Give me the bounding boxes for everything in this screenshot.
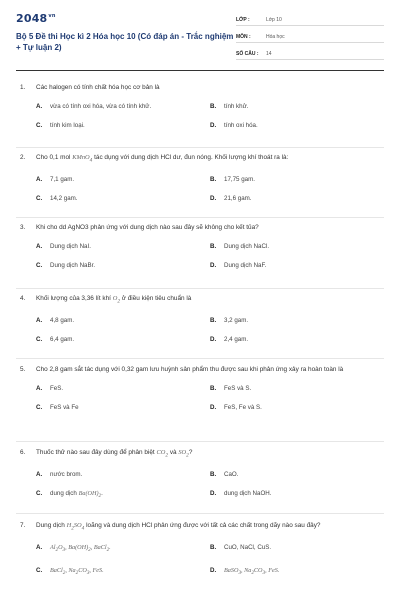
formula-co2: $CO_2$ <box>156 449 169 459</box>
option-text: 6,4 gam. <box>50 336 75 344</box>
question-text-part: tác dụng với dung dịch HCl dư, đun nóng. Khối lượng khí thoát ra là: <box>94 154 289 161</box>
option-b[interactable] <box>210 470 384 479</box>
logo-suffix: vn <box>48 13 56 20</box>
option-formula: BaCl$_2$, $Na_2CO_3$, FeS. <box>50 566 104 576</box>
option-text: FeS và Fe <box>50 404 79 411</box>
option-text: tính khử. <box>224 103 249 110</box>
meta-count-row <box>236 48 384 60</box>
option-letter: D. <box>210 195 217 203</box>
option-d[interactable] <box>210 335 384 344</box>
meta-subject-label: MÔN : <box>236 33 251 40</box>
option-a[interactable] <box>36 175 210 184</box>
question-text-part: Cho 0,1 mol <box>36 154 71 161</box>
question-text: Cho 2,8 gam sắt tác dụng với 0,32 gam lưu huỳnh sản phẩm thu được sau khi phản ứng xảy ra hoàn toàn là <box>36 366 344 373</box>
question-text-part: ở điều kiện tiêu chuẩn là <box>121 295 192 302</box>
option-text: tính kim loại. <box>50 122 85 129</box>
option-text: nước brom. <box>50 471 83 479</box>
option-text: dung dịch NaOH. <box>224 490 272 498</box>
formula-o2: $O_2$ <box>112 295 120 305</box>
question-separator <box>16 147 384 148</box>
option-text: 21,6 gam. <box>224 195 252 203</box>
header-divider <box>16 70 384 71</box>
option-letter: B. <box>210 176 217 184</box>
option-text: 7,1 gam. <box>50 176 75 184</box>
option-letter: A. <box>36 103 43 110</box>
option-letter: C. <box>36 490 43 498</box>
question-text <box>36 152 384 166</box>
question-5 <box>16 364 384 412</box>
option-letter: C. <box>36 262 43 269</box>
option-letter: C. <box>36 195 43 203</box>
option-c[interactable] <box>36 261 210 270</box>
question-text-part: Khối lượng của 3,36 lít khí <box>36 295 111 302</box>
question-6 <box>16 447 384 502</box>
option-letter: D. <box>210 566 217 574</box>
exam-title: Bộ 5 Đề thi Học kì 2 Hóa học 10 (Có đáp án - Trắc nghiệm + Tự luận 2) <box>16 32 234 52</box>
option-c[interactable] <box>36 403 210 412</box>
formula-kmno4: KMnO$_4$ <box>72 154 93 164</box>
option-a[interactable] <box>36 316 210 325</box>
question-separator <box>16 513 384 514</box>
option-letter: C. <box>36 122 43 129</box>
option-letter: A. <box>36 544 43 552</box>
question-text-part: và <box>169 449 177 456</box>
option-d[interactable] <box>210 261 384 270</box>
exam-header <box>16 12 384 65</box>
option-b[interactable] <box>210 384 384 393</box>
option-a[interactable] <box>36 242 210 251</box>
question-text-part: ? <box>188 449 193 456</box>
formula-so2: $SO_2$ <box>178 449 189 459</box>
option-letter: B. <box>210 317 217 325</box>
option-c[interactable] <box>36 489 210 501</box>
option-a[interactable] <box>36 384 210 393</box>
meta-class-label: LỚP : <box>236 16 250 23</box>
header-left <box>16 12 236 65</box>
option-a[interactable] <box>36 543 210 555</box>
question-separator <box>16 288 384 289</box>
option-text: FeS. <box>50 385 64 392</box>
question-4 <box>16 293 384 344</box>
question-7 <box>16 520 384 578</box>
logo-text: 2048 <box>16 12 48 25</box>
question-number: 2. <box>20 154 26 161</box>
option-letter: C. <box>36 336 43 344</box>
option-text: Dung dịch NaCl. <box>224 243 270 250</box>
question-3 <box>16 222 384 270</box>
option-letter: C. <box>36 566 43 574</box>
option-text: tính oxi hóa. <box>224 122 258 129</box>
option-c[interactable] <box>36 335 210 344</box>
option-letter: B. <box>210 471 217 479</box>
option-letter: B. <box>210 385 217 392</box>
option-d[interactable] <box>210 194 384 203</box>
option-letter: B. <box>210 243 217 250</box>
meta-class-row <box>236 14 384 26</box>
question-number: 5. <box>20 366 26 373</box>
option-c[interactable] <box>36 566 210 578</box>
question-number: 3. <box>20 224 26 231</box>
formula-h2so4: $H_2SO_4$ <box>66 522 85 532</box>
option-letter: B. <box>210 544 217 552</box>
option-letter: B. <box>210 103 217 110</box>
meta-count-value: 14 <box>266 50 272 57</box>
option-a[interactable] <box>36 102 210 111</box>
question-text-part: loãng và dung dịch HCl phản ứng được với tất cả các chất trong dãy nào sau đây? <box>86 522 321 529</box>
option-text <box>50 489 210 501</box>
question-number: 7. <box>20 522 26 529</box>
question-text: Khi cho dd AgNO3 phản ứng với dung dịch nào sau đây sẽ không cho kết tủa? <box>36 224 259 231</box>
option-letter: D. <box>210 122 217 129</box>
question-separator <box>16 358 384 359</box>
option-text: 14,2 gam. <box>50 195 78 203</box>
option-formula: BaSO$_3$, $Na_2CO_3$, FeS. <box>224 566 280 576</box>
question-text <box>36 520 384 534</box>
meta-class-value: Lớp 10 <box>266 16 282 23</box>
option-text: 2,4 gam. <box>224 336 249 344</box>
option-c[interactable] <box>36 194 210 203</box>
option-b[interactable] <box>210 102 384 111</box>
option-d[interactable] <box>210 489 384 501</box>
option-text: FeS, Fe và S. <box>224 404 262 411</box>
question-text <box>36 293 384 307</box>
option-a[interactable] <box>36 470 210 479</box>
meta-subject-row <box>236 31 384 43</box>
question-number: 6. <box>20 449 26 456</box>
option-text: Dung dịch NaI. <box>50 243 91 250</box>
option-text: CaO. <box>224 471 239 479</box>
option-letter: C. <box>36 404 43 411</box>
option-letter: D. <box>210 336 217 344</box>
option-text: 17,75 gam. <box>224 176 255 184</box>
question-separator <box>16 441 384 442</box>
option-text: vừa có tính oxi hóa, vừa có tính khử. <box>50 103 152 110</box>
option-text: Dung dịch NaF. <box>224 262 267 269</box>
question-1 <box>16 82 384 130</box>
option-c[interactable] <box>36 121 210 130</box>
option-text-part: . <box>101 490 103 498</box>
option-text: Dung dịch NaBr. <box>50 262 96 269</box>
option-text: CuO, NaCl, CuS. <box>224 544 272 552</box>
question-2 <box>16 152 384 203</box>
option-letter: A. <box>36 471 43 479</box>
question-text: Các halogen có tính chất hóa học cơ bản là <box>36 84 160 91</box>
option-text: 3,2 gam. <box>224 317 249 325</box>
exam-meta <box>236 14 384 65</box>
option-letter: D. <box>210 262 217 269</box>
question-number: 4. <box>20 295 26 302</box>
option-b[interactable] <box>210 543 384 555</box>
option-text: 4,8 gam. <box>50 317 75 325</box>
option-formula: $Al_2O_3$, $Ba(OH)_2$, BaCl$_2$. <box>50 544 111 554</box>
option-d[interactable] <box>210 403 384 412</box>
option-letter: A. <box>36 243 43 250</box>
option-letter: A. <box>36 385 43 392</box>
option-b[interactable] <box>210 175 384 184</box>
meta-count-label: SỐ CÂU : <box>236 50 259 57</box>
question-number: 1. <box>20 84 26 91</box>
meta-subject-value: Hóa học <box>266 33 285 40</box>
option-text-part: dung dịch <box>50 490 77 498</box>
option-letter: A. <box>36 176 43 184</box>
question-text-part: Dung dịch <box>36 522 65 529</box>
option-d[interactable] <box>210 121 384 130</box>
option-b[interactable] <box>210 242 384 251</box>
question-text <box>36 447 384 461</box>
site-logo[interactable] <box>16 12 236 25</box>
option-d[interactable] <box>210 566 384 578</box>
question-separator <box>16 217 384 218</box>
option-b[interactable] <box>210 316 384 325</box>
option-text: FeS và S. <box>224 385 252 392</box>
formula-baoh2: $Ba(OH)_2$ <box>78 490 102 500</box>
option-letter: A. <box>36 317 43 325</box>
option-letter: D. <box>210 490 217 498</box>
option-letter: D. <box>210 404 217 411</box>
question-text-part: Thuốc thử nào sau đây dùng để phân biệt <box>36 449 155 456</box>
